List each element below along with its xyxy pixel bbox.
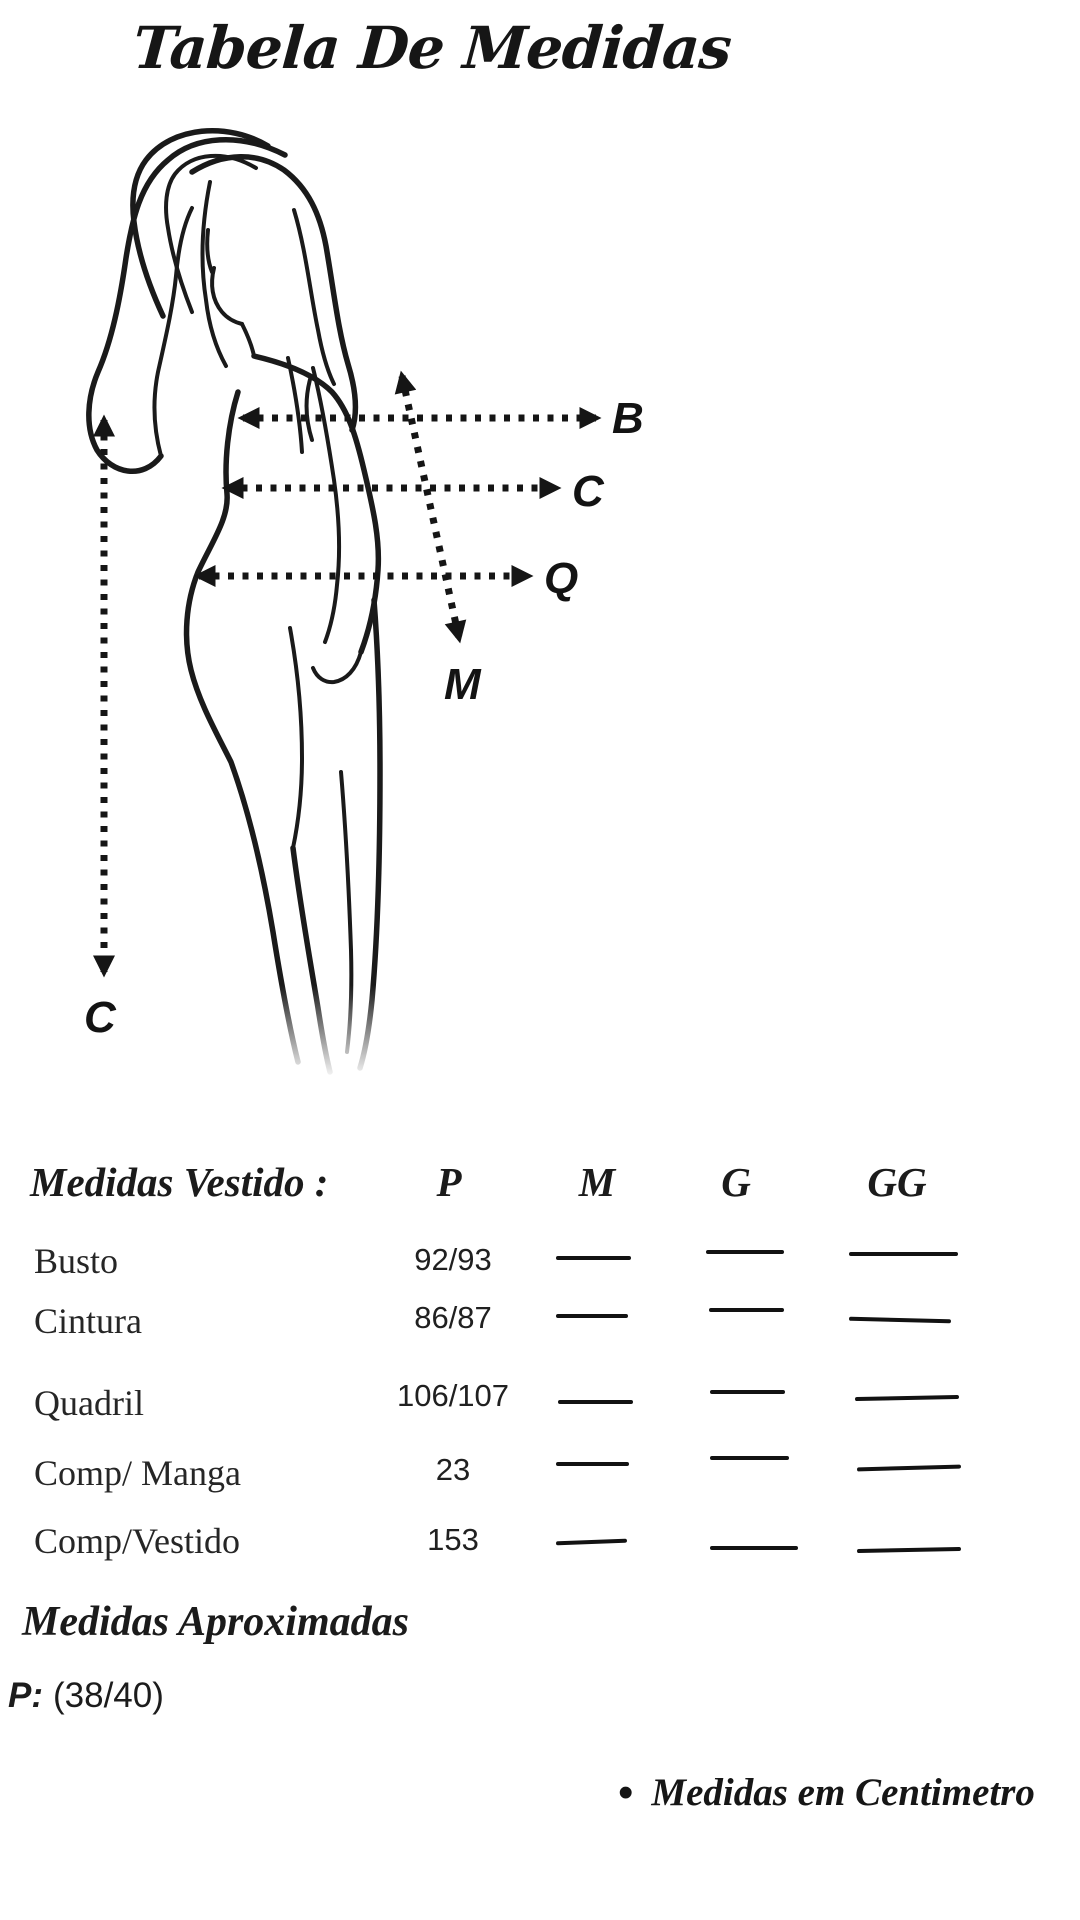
size-header-m: M	[578, 1159, 616, 1205]
dash-mark-gg	[849, 1317, 951, 1323]
size-header-gg: GG	[867, 1159, 927, 1205]
dash-mark-g	[709, 1308, 784, 1312]
dash-mark-m	[556, 1314, 628, 1318]
row-value-p: 23	[435, 1452, 471, 1487]
size-header-g: G	[721, 1159, 751, 1205]
woman-figure	[89, 131, 450, 1097]
page-title: Tabela De Medidas	[130, 14, 734, 82]
bust-label: B	[612, 394, 644, 443]
dash-mark-g	[710, 1456, 789, 1460]
dash-mark-g	[710, 1390, 785, 1394]
unit-note	[618, 1767, 1035, 1817]
size-ref-value: (38/40)	[53, 1676, 164, 1715]
table-title: Medidas Vestido :	[30, 1159, 329, 1205]
row-label: Comp/ Manga	[34, 1453, 241, 1493]
length-label: C	[84, 993, 116, 1042]
row-value-p: 92/93	[414, 1242, 492, 1277]
dash-mark-g	[706, 1250, 784, 1254]
size-ref-label: P:	[8, 1676, 43, 1715]
row-label: Cintura	[34, 1301, 142, 1341]
dash-mark-gg	[855, 1395, 959, 1401]
row-label: Comp/Vestido	[34, 1521, 241, 1561]
row-value-p: 153	[427, 1522, 479, 1557]
dash-mark-gg	[857, 1465, 961, 1472]
dash-mark-m	[556, 1462, 629, 1466]
size-header-p: P	[436, 1159, 462, 1205]
hip-label: Q	[544, 554, 579, 603]
row-value-p: 106/107	[396, 1378, 510, 1413]
bullet-icon: •	[618, 1767, 634, 1817]
dash-mark-m	[558, 1400, 633, 1404]
dash-mark-m	[556, 1539, 627, 1546]
dash-mark-gg	[857, 1547, 961, 1553]
dash-mark-m	[556, 1256, 631, 1260]
unit-note-text: Medidas em Centimetro	[651, 1771, 1035, 1814]
row-label: Quadril	[34, 1383, 144, 1423]
sleeve-label: M	[444, 660, 481, 709]
waist-label: C	[572, 467, 604, 516]
size-ref	[8, 1676, 164, 1716]
dash-mark-gg	[849, 1252, 958, 1256]
dash-mark-g	[710, 1546, 798, 1550]
approx-title: Medidas Aproximadas	[22, 1599, 409, 1645]
row-label: Busto	[34, 1241, 119, 1281]
row-value-p: 86/87	[414, 1300, 492, 1335]
